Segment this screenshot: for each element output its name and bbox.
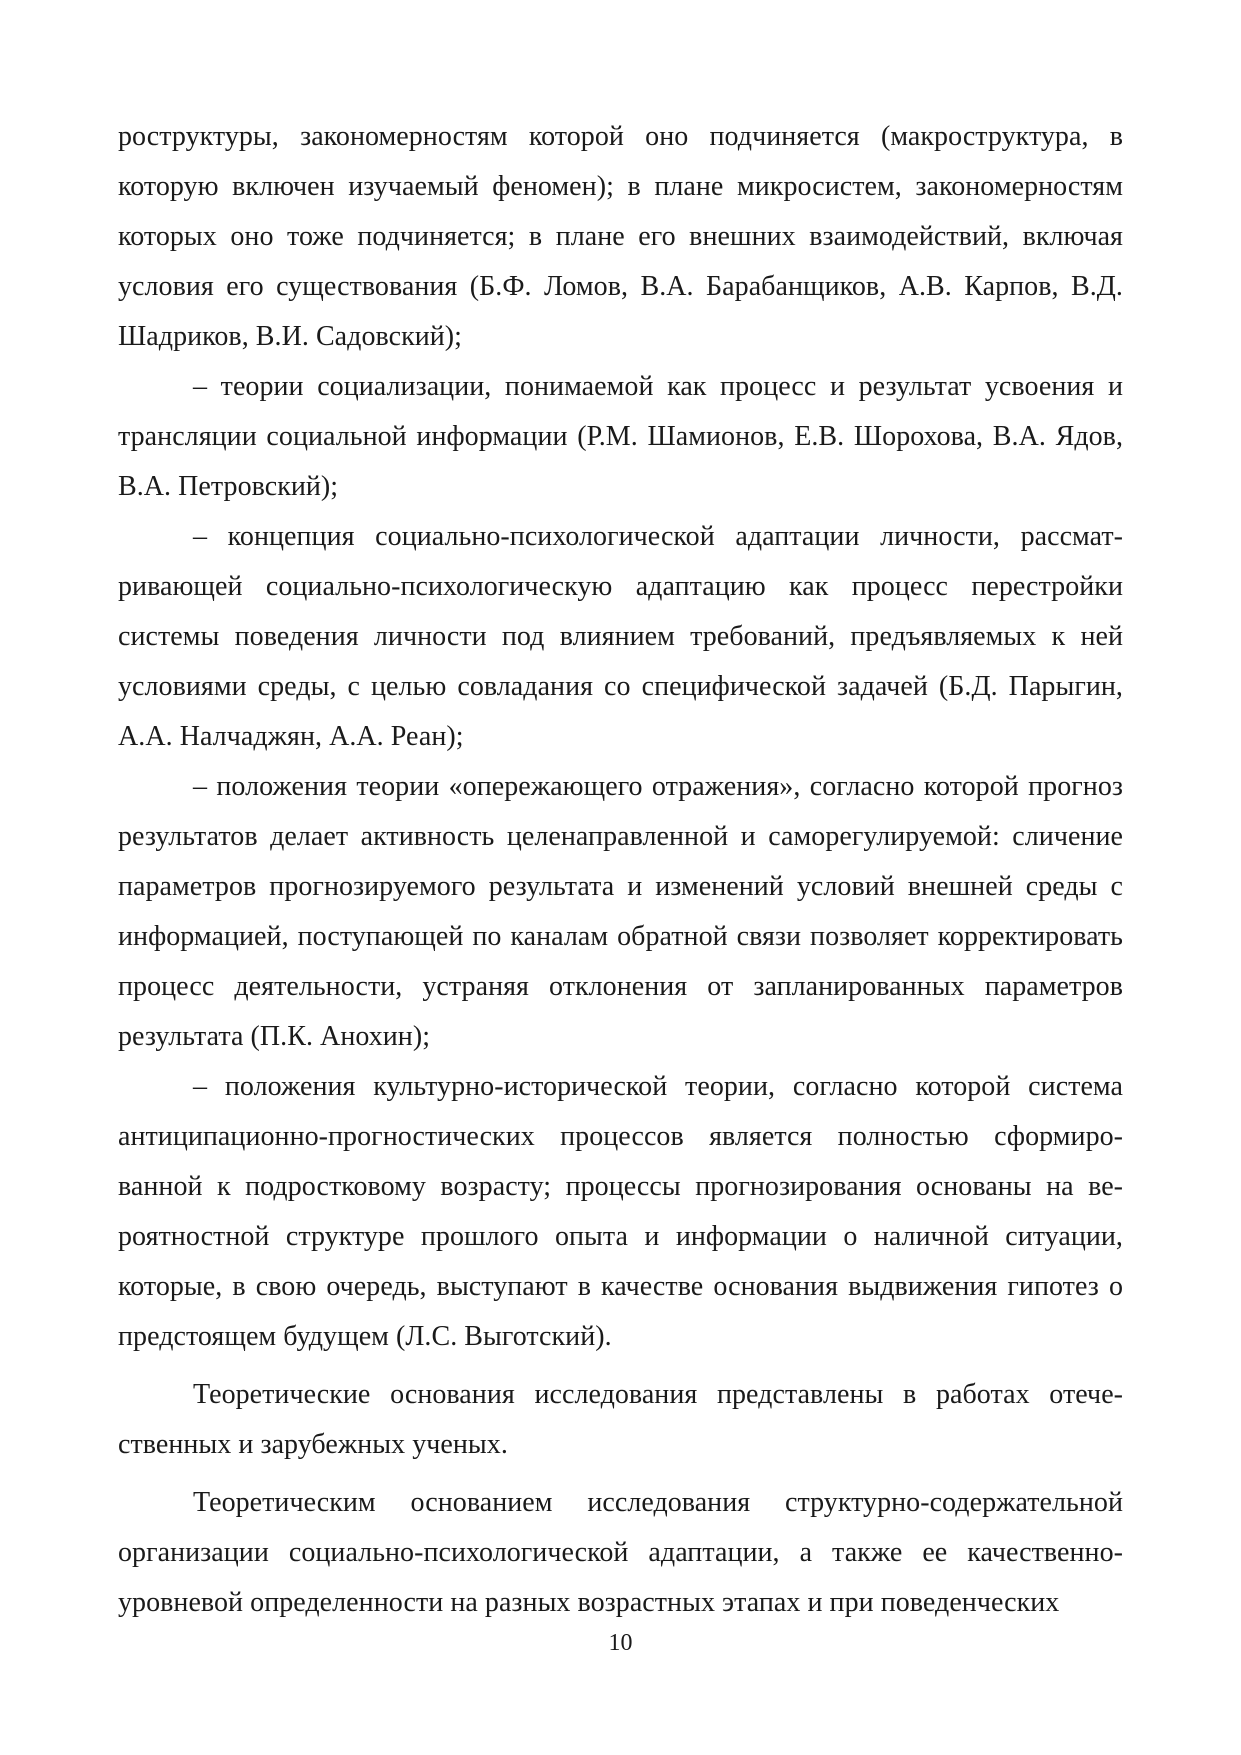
paragraph-anticipatory-reflection: – положения теории «опережающего отражения», согласно которой прогноз результатов делает активность целенаправленной и саморегулируемой: сличение параметров прогнозируемого результата и изменений условий внешней среды с информацией, поступающей по каналам обратной связи позволяет корректировать процесс деятельности, устраняя отклонения от запланированных параметров результата (П.К. Анохин);	[118, 771, 1123, 1052]
paragraph-cultural-historical-theory: – положения культурно-исторической теории, согласно которой система антиципационно-прогностических процессов является полностью сформированной к подростковому возрасту; процессы прогнозирования основаны на вероятностной структуре прошлого опыта и информации о наличной ситуации, которые, в свою очередь, выступают в качестве основания выдвижения гипотез о предстоящем будущем (Л.С. Выготский).	[118, 1071, 1123, 1352]
paragraph-adaptation-concept: – концепция социально-психологической адаптации личности, рассматривающей социально-психологическую адаптацию как процесс перестройки системы поведения личности под влиянием требований, предъявляемых к ней условиями среды, с целью совладания со специфической задачей (Б.Д. Парыгин, А.А. Налчаджян, А.А. Реан);	[118, 521, 1123, 752]
paragraph-continuation: роструктуры, закономерностям которой оно подчиняется (макроструктура, в которую включен изучаемый феномен); в плане микросистем, закономерностям которых оно тоже подчиняется; в плане его внешних взаимодействий, включая условия его существования (Б.Ф. Ломов, В.А. Барабанщиков, А.В. Карпов, В.Д. Шадриков, В.И. Садовский);	[118, 121, 1123, 352]
paragraph-socialization-theory: – теории социализации, понимаемой как процесс и результат усвоения и трансляции социальной информации (Р.М. Шамионов, Е.В. Шорохова, В.А. Ядов, В.А. Петровский);	[118, 371, 1123, 502]
paragraph-theoretical-basis: Теоретическим основанием исследования структурно-содержательной организации социально-психологической адаптации, а также ее качественно-уровневой определенности на разных возрастных этапах и при поведенческих	[118, 1487, 1123, 1618]
paragraph-theoretical-foundations: Теоретические основания исследования представлены в работах отечественных и зарубежных ученых.	[118, 1379, 1123, 1460]
body-text	[118, 112, 1123, 1628]
page-number: 10	[608, 1630, 633, 1656]
